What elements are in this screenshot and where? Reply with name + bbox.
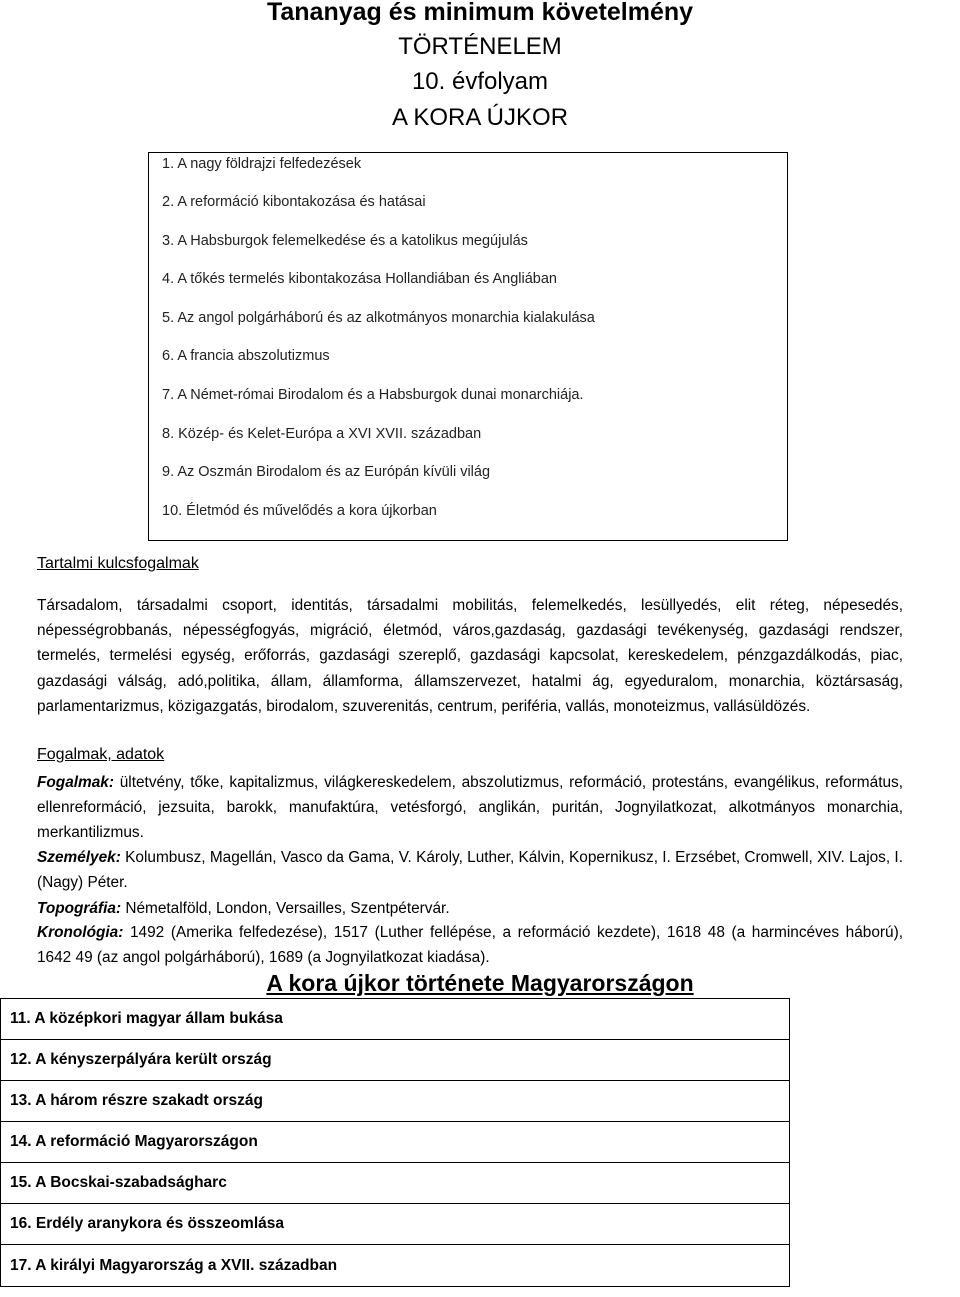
chronology-label: Kronológia: — [37, 924, 124, 941]
early-modern-topics-table — [148, 152, 788, 541]
topic-item: 6. A francia abszolutizmus — [162, 348, 330, 364]
topic-item: 10. Életmód és művelődés a kora újkorban — [162, 503, 437, 519]
hungary-topic-item: 14. A reformáció Magyarországon — [1, 1122, 789, 1163]
key-concepts-paragraph: Társadalom, társadalmi csoport, identitás, társadalmi mobilitás, felemelkedés, lesüllyedés, elit réteg, népesedés, népességrobbanás, népességfogyás, migráció, életmód, város,gazdaság, gazdasági tevékenység, gazdasági rendszer, termelés, termelési egység, erőforrás, gazdasági szereplő, gazdasági kapcsolat, kereskedelem, pénzgazdálkodás, piac, gazdasági válság, adó,politika, állam, államforma, államszervezet, hatalmi ág, egyeduralom, monarchia, köztársaság, parlamentarizmus, közigazgatás, birodalom, szuverenitás, centrum, periféria, vallás, monoteizmus, vallásüldözés. — [37, 597, 903, 715]
hungary-topic-item: 12. A kényszerpályára került ország — [1, 1040, 789, 1081]
topic-item: 3. A Habsburgok felemelkedése és a katolikus megújulás — [162, 233, 528, 249]
period-title: A KORA ÚJKOR — [391, 104, 569, 131]
hungary-topic-item: 15. A Bocskai-szabadságharc — [1, 1163, 789, 1204]
chronology-text: 1492 (Amerika felfedezése), 1517 (Luther fellépése, a reformáció kezdete), 1618 48 (a harmincéves háború), 1642 49 (az angol polgárháború), 1689 (a Jognyilatkozat kiadása). — [37, 924, 903, 967]
chronology-paragraph — [37, 920, 903, 970]
topic-item: 9. Az Oszmán Birodalom és az Európán kívüli világ — [162, 464, 491, 480]
topic-item: 8. Közép- és Kelet-Európa a XVI XVII. században — [162, 426, 482, 442]
concepts-text: ültetvény, tőke, kapitalizmus, világkereskedelem, abszolutizmus, reformáció, protestáns, evangélikus, református, ellenreformáció, jezsuita, barokk, manufaktúra, vetésforgó, anglikán, puritán, Jognyilatkozat, alkotmányos monarchia, merkantilizmus. — [37, 774, 903, 842]
hungary-topic-item: 17. A királyi Magyarország a XVII. században — [10, 1256, 338, 1274]
hungary-topic-item: 16. Erdély aranykora és összeomlása — [1, 1204, 789, 1245]
topic-item: 1. A nagy földrajzi felfedezések — [162, 156, 362, 172]
concepts-label: Fogalmak: — [37, 774, 114, 791]
persons-text: Kolumbusz, Magellán, Vasco da Gama, V. Károly, Luther, Kálvin, Kopernikusz, I. Erzsébet, Cromwell, XIV. Lajos, I. (Nagy) Péter. — [37, 849, 903, 892]
topography-label: Topográfia: — [37, 900, 122, 917]
concepts-paragraph — [37, 770, 903, 846]
hungary-topics-table — [0, 998, 790, 1287]
subject-title: TÖRTÉNELEM — [398, 33, 562, 60]
hungary-section-heading: A kora újkor története Magyarországon — [266, 970, 694, 996]
persons-paragraph — [37, 845, 903, 895]
topography-text: Németalföld, London, Versailles, Szentpétervár. — [121, 900, 450, 917]
key-concepts-heading: Tartalmi kulcsfogalmak — [37, 555, 199, 572]
hungary-topic-item: 13. A három részre szakadt ország — [1, 1081, 789, 1122]
concepts-data-heading: Fogalmak, adatok — [37, 746, 165, 763]
topic-item: 4. A tőkés termelés kibontakozása Hollandiában és Angliában — [162, 271, 557, 287]
topic-item: 5. Az angol polgárháború és az alkotmányos monarchia kialakulása — [162, 310, 595, 326]
persons-label: Személyek: — [37, 849, 121, 866]
topic-item: 7. A Német-római Birodalom és a Habsburgok dunai monarchiája. — [162, 387, 584, 403]
document-title: Tananyag és minimum követelmény — [266, 0, 694, 26]
grade-title: 10. évfolyam — [411, 68, 549, 95]
topography-paragraph — [37, 896, 903, 921]
topic-item: 2. A reformáció kibontakozása és hatásai — [162, 194, 426, 210]
hungary-topic-item: 11. A középkori magyar állam bukása — [1, 999, 789, 1040]
